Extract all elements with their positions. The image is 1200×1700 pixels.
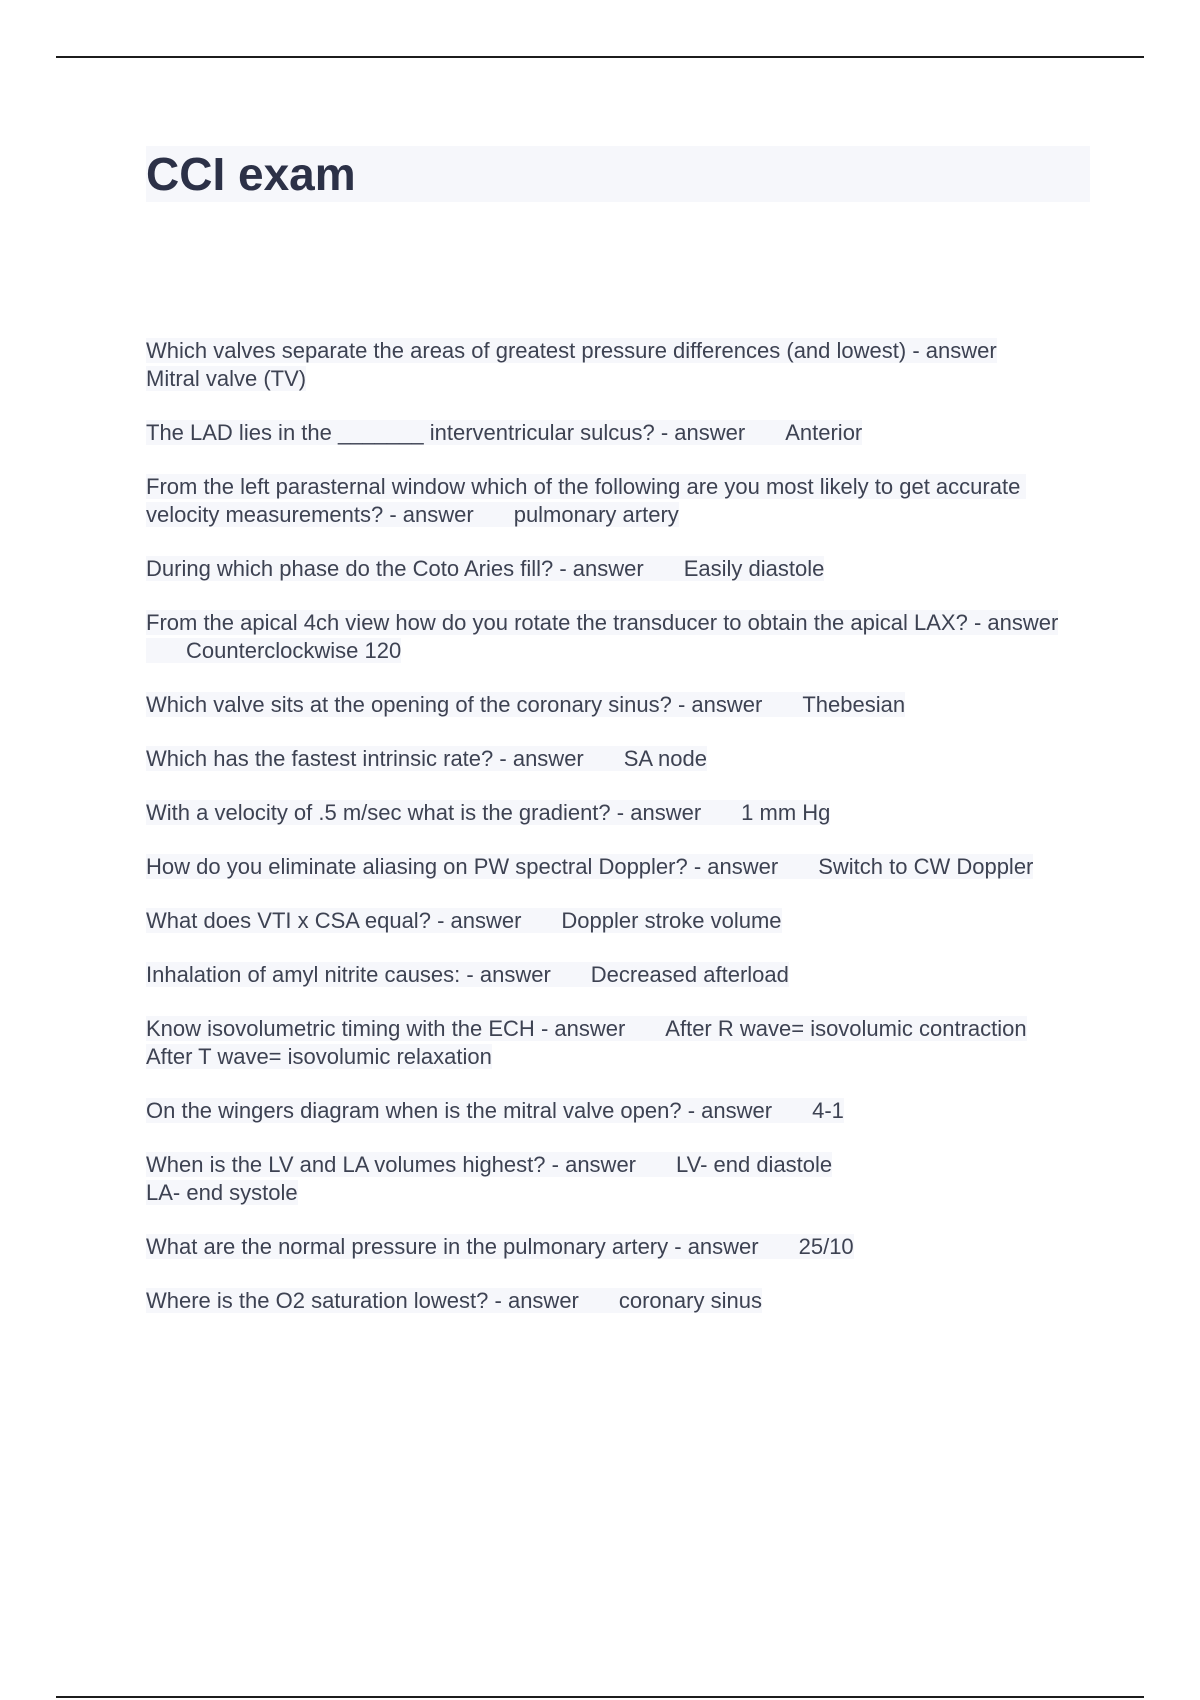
qa-item <box>146 907 1090 935</box>
answer-text: 1 mm Hg <box>741 800 831 825</box>
question-text: From the left parasternal window which of the following are you most likely to get accurate velocity measurements? <box>146 474 1027 527</box>
qa-text <box>146 1234 854 1259</box>
answer-marker: - answer <box>551 1152 636 1177</box>
qa-text <box>146 338 997 391</box>
qa-item <box>146 473 1090 529</box>
question-text: With a velocity of .5 m/sec what is the gradient? <box>146 800 611 825</box>
qa-text <box>146 800 830 825</box>
answer-text: After R wave= isovolumic contraction After T wave= isovolumic relaxation <box>146 1016 1027 1069</box>
question-text: How do you eliminate aliasing on PW spectral Doppler? <box>146 854 688 879</box>
answer-text: Counterclockwise 120 <box>186 638 402 663</box>
answer-text: Doppler stroke volume <box>561 908 782 933</box>
answer-marker: - answer <box>540 1016 626 1041</box>
answer-marker: - answer <box>912 338 997 363</box>
qa-text <box>146 610 1058 663</box>
qa-item <box>146 691 1090 719</box>
answer-text: coronary sinus <box>618 1288 762 1313</box>
answer-marker: - answer <box>466 962 551 987</box>
qa-text <box>146 474 1026 527</box>
answer-text: Easily diastole <box>683 556 825 581</box>
answer-text: Mitral valve (TV) <box>146 366 307 391</box>
qa-text <box>146 746 707 771</box>
answer-text: Switch to CW Doppler <box>818 854 1034 879</box>
qa-item <box>146 961 1090 989</box>
bottom-rule <box>56 1696 1144 1698</box>
qa-item <box>146 1233 1090 1261</box>
qa-item <box>146 853 1090 881</box>
qa-item <box>146 419 1090 447</box>
question-text: When is the LV and LA volumes highest? <box>146 1152 546 1177</box>
qa-item <box>146 337 1090 393</box>
qa-item <box>146 745 1090 773</box>
question-text: Which valves separate the areas of greatest pressure differences (and lowest) <box>146 338 907 363</box>
qa-item <box>146 1287 1090 1315</box>
answer-text: Thebesian <box>802 692 906 717</box>
answer-marker: - answer <box>973 610 1059 635</box>
answer-text: 25/10 <box>798 1234 854 1259</box>
answer-text: Anterior <box>785 420 863 445</box>
qa-list <box>146 337 1090 1341</box>
answer-marker: - answer <box>499 746 584 771</box>
qa-item <box>146 1097 1090 1125</box>
question-text: During which phase do the Coto Aries fill? <box>146 556 554 581</box>
question-text: Which has the fastest intrinsic rate? <box>146 746 494 771</box>
qa-item <box>146 1015 1090 1071</box>
question-text: What does VTI x CSA equal? <box>146 908 431 933</box>
top-rule <box>56 56 1144 58</box>
question-text: Which valve sits at the opening of the coronary sinus? <box>146 692 672 717</box>
answer-marker: - answer <box>616 800 702 825</box>
qa-text <box>146 1288 762 1313</box>
question-text: On the wingers diagram when is the mitral valve open? <box>146 1098 682 1123</box>
answer-marker: - answer <box>389 502 474 527</box>
qa-item <box>146 609 1090 665</box>
page-title: CCI exam <box>146 148 356 200</box>
answer-marker: - answer <box>693 854 779 879</box>
qa-text <box>146 854 1033 879</box>
answer-text: 4-1 <box>812 1098 844 1123</box>
qa-text <box>146 908 782 933</box>
answer-marker: - answer <box>494 1288 579 1313</box>
qa-item <box>146 555 1090 583</box>
answer-marker: - answer <box>559 556 644 581</box>
answer-marker: - answer <box>674 1234 759 1259</box>
qa-text <box>146 692 905 717</box>
qa-text <box>146 1016 1027 1069</box>
qa-text <box>146 1098 844 1123</box>
answer-marker: - answer <box>677 692 763 717</box>
qa-text <box>146 556 824 581</box>
question-text: Where is the O2 saturation lowest? <box>146 1288 489 1313</box>
answer-text: pulmonary artery <box>513 502 679 527</box>
qa-item <box>146 1151 1090 1207</box>
question-text: From the apical 4ch view how do you rotate the transducer to obtain the apical LAX? <box>146 610 968 635</box>
question-text: Inhalation of amyl nitrite causes: <box>146 962 461 987</box>
answer-marker: - answer <box>660 420 746 445</box>
answer-text: Decreased afterload <box>590 962 789 987</box>
question-text: The LAD lies in the _______ interventricular sulcus? <box>146 420 655 445</box>
qa-text <box>146 1152 832 1205</box>
qa-text <box>146 962 789 987</box>
answer-text: LV- end diastole LA- end systole <box>146 1152 833 1205</box>
qa-item <box>146 799 1090 827</box>
qa-text <box>146 420 862 445</box>
question-text: Know isovolumetric timing with the ECH <box>146 1016 535 1041</box>
answer-marker: - answer <box>687 1098 773 1123</box>
answer-text: SA node <box>623 746 707 771</box>
answer-marker: - answer <box>437 908 522 933</box>
question-text: What are the normal pressure in the pulmonary artery <box>146 1234 669 1259</box>
